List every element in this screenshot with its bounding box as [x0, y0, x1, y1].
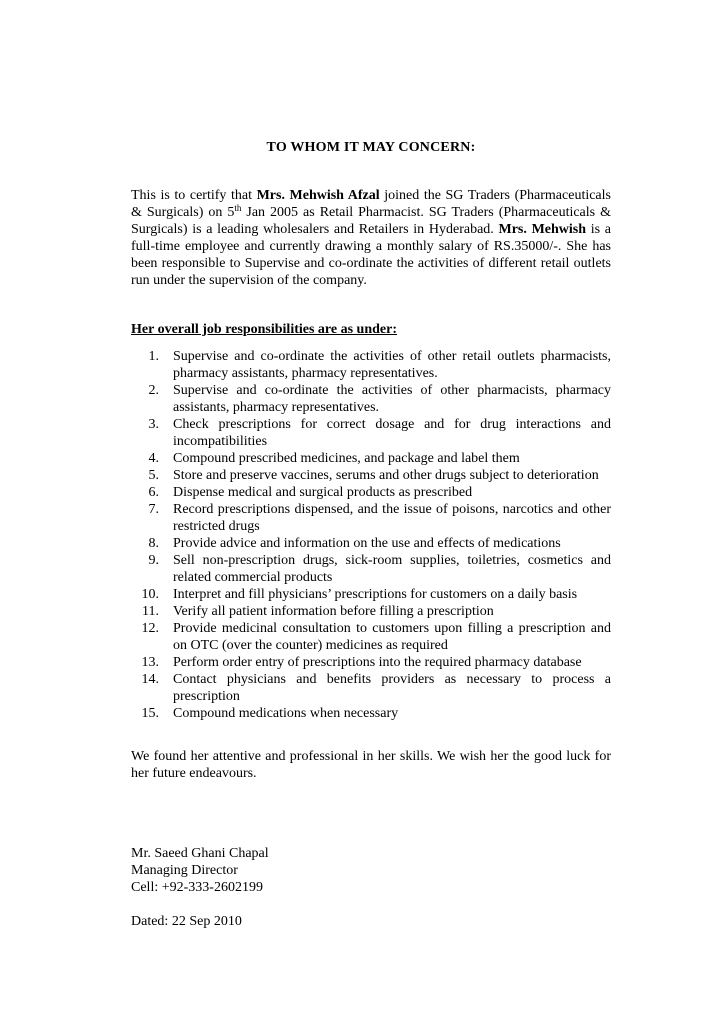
list-item	[131, 603, 611, 620]
signatory-title: Managing Director	[131, 863, 238, 878]
list-item-text: Check prescriptions for correct dosage and for drug interactions and incompatibilities	[173, 417, 611, 449]
list-item	[131, 705, 611, 722]
list-item-text: Store and preserve vaccines, serums and other drugs subject to deterioration	[173, 468, 599, 483]
list-item	[131, 671, 611, 705]
signatory-name: Mr. Saeed Ghani Chapal	[131, 846, 269, 861]
list-item-text: Compound medications when necessary	[173, 706, 399, 721]
closing-paragraph: We found her attentive and professional in her skills. We wish her the good luck for her future endeavours.	[131, 749, 611, 781]
list-item-number: 4.	[148, 451, 159, 466]
responsibilities-list	[131, 348, 611, 722]
list-item-text: Record prescriptions dispensed, and the issue of poisons, narcotics and other restricted drugs	[173, 502, 611, 534]
letter-date: Dated: 22 Sep 2010	[131, 914, 242, 929]
list-item	[131, 654, 611, 671]
list-item	[131, 552, 611, 586]
list-item-number: 14.	[141, 672, 159, 687]
list-item-number: 8.	[148, 536, 159, 551]
list-item	[131, 484, 611, 501]
list-item-text: Dispense medical and surgical products as prescribed	[173, 485, 473, 500]
employee-name: Mrs. Mehwish Afzal	[256, 188, 380, 203]
list-item-number: 7.	[148, 502, 159, 517]
list-item-number: 1.	[148, 349, 159, 364]
list-item-number: 10.	[141, 587, 159, 602]
list-item	[131, 501, 611, 535]
list-item-text: Compound prescribed medicines, and package and label them	[173, 451, 520, 466]
responsibilities-heading: Her overall job responsibilities are as under:	[131, 322, 397, 337]
list-item	[131, 535, 611, 552]
list-item	[131, 467, 611, 484]
intro-text-1: This is to certify that	[131, 188, 257, 203]
list-item-text: Verify all patient information before filling a prescription	[173, 604, 494, 619]
list-item-text: Provide medicinal consultation to customers upon filling a prescription and on OTC (over the counter) medicines as required	[173, 621, 611, 653]
list-item-text: Supervise and co-ordinate the activities of other pharmacists, pharmacy assistants, pharmacy representatives.	[173, 383, 611, 415]
signatory-phone: Cell: +92-333-2602199	[131, 880, 263, 895]
signature-block	[131, 845, 269, 896]
list-item	[131, 586, 611, 603]
intro-text-4: is a full-time employee and currently drawing a monthly salary of RS.35000/-. She has been responsible to Supervise and co-ordinate the activities of different retail outlets run under the supervision of the company.	[131, 222, 611, 288]
list-item-text: Provide advice and information on the use and effects of medications	[173, 536, 561, 551]
letter-heading: TO WHOM IT MAY CONCERN:	[266, 140, 476, 155]
list-item-number: 13.	[141, 655, 159, 670]
list-item	[131, 416, 611, 450]
list-item-number: 5.	[148, 468, 159, 483]
list-item-text: Interpret and fill physicians’ prescriptions for customers on a daily basis	[173, 587, 578, 602]
employee-short-name: Mrs. Mehwish	[498, 222, 587, 237]
list-item-number: 15.	[141, 706, 159, 721]
intro-paragraph	[131, 187, 611, 289]
list-item	[131, 382, 611, 416]
list-item-number: 3.	[148, 417, 159, 432]
list-item-text: Perform order entry of prescriptions into the required pharmacy database	[173, 655, 582, 670]
date-ordinal: th	[234, 203, 242, 213]
list-item-text: Sell non-prescription drugs, sick-room supplies, toiletries, cosmetics and related commercial products	[173, 553, 611, 585]
list-item-number: 9.	[148, 553, 159, 568]
list-item-number: 6.	[148, 485, 159, 500]
list-item	[131, 620, 611, 654]
list-item-text: Contact physicians and benefits providers as necessary to process a prescription	[173, 672, 611, 704]
intro-text-2: joined the SG Traders (Pharmaceuticals & Surgicals) on 5	[131, 188, 611, 220]
list-item-text: Supervise and co-ordinate the activities of other retail outlets pharmacists, pharmacy assistants, pharmacy representatives.	[173, 349, 611, 381]
intro-text-3: Jan 2005 as Retail Pharmacist. SG Traders (Pharmaceuticals & Surgicals) is a leading wholesalers and Retailers in Hyderabad.	[131, 205, 611, 237]
list-item	[131, 450, 611, 467]
list-item-number: 2.	[148, 383, 159, 398]
list-item-number: 11.	[142, 604, 159, 619]
list-item-number: 12.	[141, 621, 159, 636]
list-item	[131, 348, 611, 382]
